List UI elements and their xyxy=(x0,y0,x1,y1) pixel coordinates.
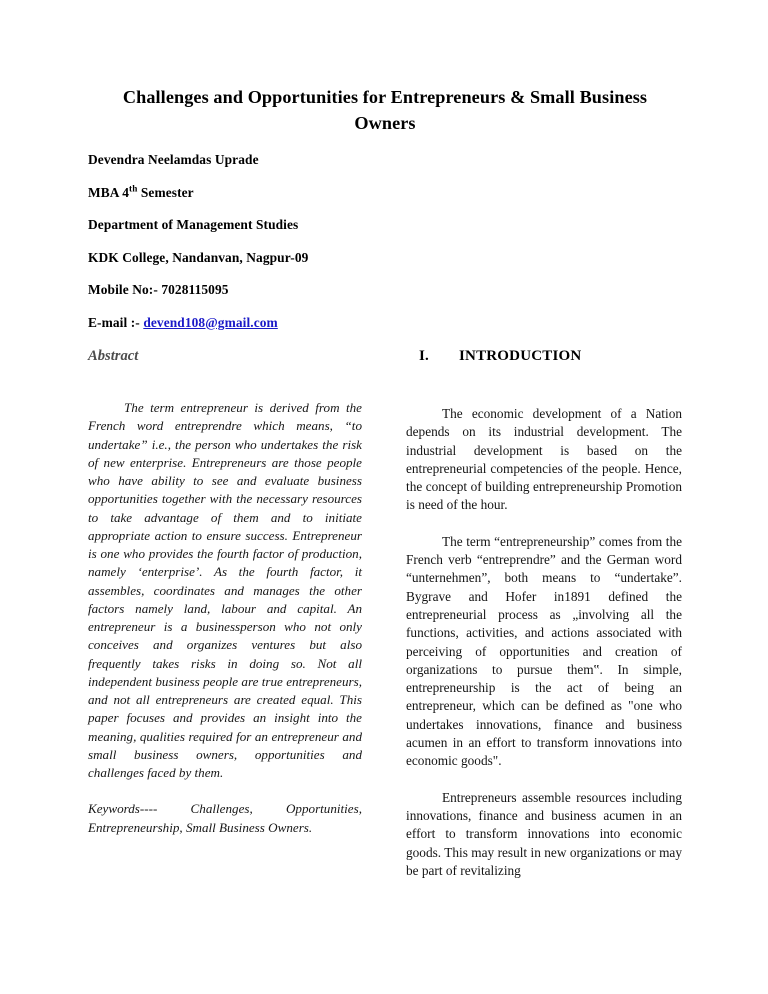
abstract-paragraph: The term entrepreneur is derived from the French word entreprendre which means, “to undertake” i.e., the person who undertakes the risk of new enterprise. Entrepreneurs are those people who have ability to see and evaluate business opportunities together with the necessary resources to take advantage of them and to initiate appropriate action to ensure success. Entrepreneur is one who provides the fourth factor of production, namely ‘enterprise’. As the fourth factor, it assembles, coordinates and manages the other factors namely land, labour and capital. An entrepreneur is a businessperson who not only conceives and organizes ventures but also frequently takes risks in doing so. Not all independent business people are true entrepreneurs, and not all entrepreneurs are created equal. This paper focuses and provides an insight into the meaning, qualities required for an entrepreneur and small business owners, opportunities and challenges faced by them. xyxy=(88,400,362,780)
author-mobile: Mobile No:- 7028115095 xyxy=(88,282,229,297)
section-heading xyxy=(406,347,682,365)
introduction-column xyxy=(406,347,682,880)
author-block xyxy=(88,152,682,331)
abstract-column xyxy=(88,347,362,837)
intro-paragraph-3: Entrepreneurs assemble resources including innovations, finance and business acumen in an effort to transform innovations into economic goods. This may result in new organizations or may be part of revitalizing xyxy=(406,789,682,878)
author-college: KDK College, Nandanvan, Nagpur-09 xyxy=(88,249,309,265)
intro-paragraph-2: The term “entrepreneurship” comes from the French verb “entreprendre” and the German word “unternehmen”, both means to “undertake”. Bygrave and Hofer in1891 defined the entrepreneurial process as „involving all the functions, activities, and actions associated with perceiving of opportunities and creation of organizations to pursue them‟. In simple, entrepreneurship is the act of being an entrepreneur, which can be defined as "one who undertakes innovations, finance and business acumen in an effort to transform innovations into economic goods". xyxy=(406,533,682,769)
introduction-body xyxy=(406,405,682,880)
section-numeral: I. xyxy=(419,348,429,364)
abstract-heading: Abstract xyxy=(88,348,139,364)
page-title: Challenges and Opportunities for Entrepreneurs & Small Business Owners xyxy=(122,87,648,133)
email-label: E-mail :- xyxy=(88,314,140,330)
author-name: Devendra Neelamdas Uprade xyxy=(88,152,259,167)
intro-paragraph-1: The economic development of a Nation depends on its industrial development. The industrial development is based on the entrepreneurial competencies of the people. Hence, the concept of building entrepreneurship Promotion is need of the hour. xyxy=(406,406,682,513)
author-email-line xyxy=(88,315,682,331)
author-department: Department of Management Studies xyxy=(88,217,299,232)
author-program-suffix: Semester xyxy=(137,184,194,200)
email-link[interactable]: devend108@gmail.com xyxy=(143,314,278,330)
author-program-superscript: th xyxy=(129,183,138,194)
two-column-body xyxy=(88,347,682,880)
author-program-prefix: MBA 4 xyxy=(88,184,130,200)
section-heading-label: INTRODUCTION xyxy=(459,348,582,364)
keywords-paragraph: Keywords---- Challenges, Opportunities, Entrepreneurship, Small Business Owners. xyxy=(88,801,362,835)
author-program xyxy=(88,185,682,201)
abstract-body xyxy=(88,399,362,837)
page-content xyxy=(88,84,682,880)
